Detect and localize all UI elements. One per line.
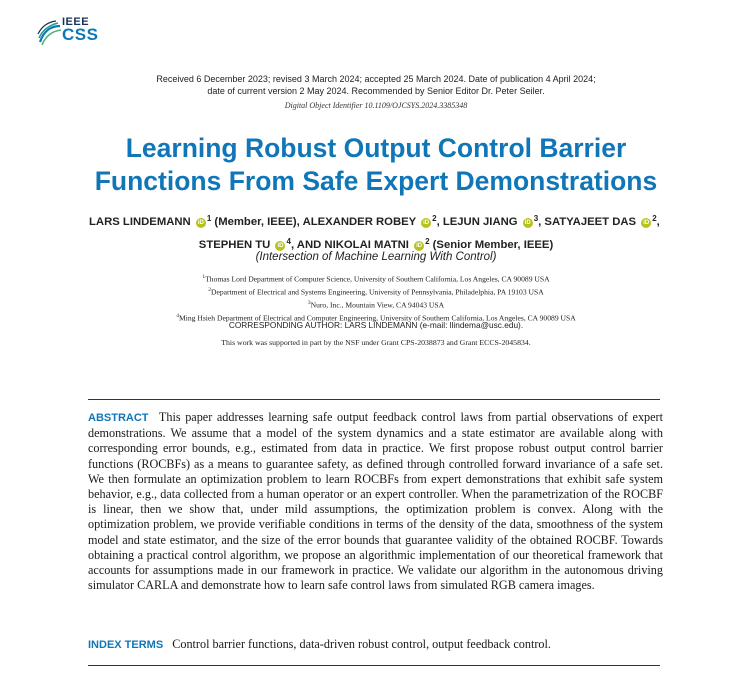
author-note: , <box>290 239 295 251</box>
author-name: SATYAJEET DAS <box>544 216 637 228</box>
author-separator: AND <box>294 239 325 251</box>
author-note: , <box>538 216 542 228</box>
paper-title <box>40 132 712 198</box>
author-affiliation-sup: 2 <box>432 214 437 223</box>
dates-line-2: date of current version 2 May 2024. Recommended by Senior Editor Dr. Peter Seiler. <box>207 86 545 96</box>
author <box>303 216 440 228</box>
orcid-icon[interactable]: iD <box>416 243 423 249</box>
affiliation <box>40 285 712 298</box>
section-tag: (Intersection of Machine Learning With Control) <box>255 251 497 263</box>
index-terms <box>88 637 663 653</box>
orcid-icon[interactable]: iD <box>423 220 430 226</box>
orcid-icon[interactable]: iD <box>643 220 650 226</box>
author-name: LEJUN JIANG <box>442 216 518 228</box>
author <box>89 216 300 228</box>
ieee-css-logo <box>36 16 116 56</box>
divider-top <box>88 399 660 400</box>
publication-dates <box>40 73 712 97</box>
author-note: , <box>656 216 660 228</box>
author-list <box>60 209 692 255</box>
author <box>544 216 659 228</box>
author-note: (Senior Member, IEEE) <box>429 239 554 251</box>
affiliation <box>40 298 712 311</box>
affiliation-text: Department of Electrical and Systems Engineering, University of Pennsylvania, Philadelphia, PA 19103 USA <box>211 287 544 297</box>
orcid-icon[interactable]: iD <box>197 220 204 226</box>
orcid-icon[interactable]: iD <box>277 243 284 249</box>
author <box>324 239 553 251</box>
index-terms-text: Control barrier functions, data-driven robust control, output feedback control. <box>172 637 551 651</box>
title-line-2: Functions From Safe Expert Demonstrations <box>94 166 658 196</box>
abstract <box>88 410 663 593</box>
logo-wave-icon <box>36 20 62 48</box>
author-name: LARS LINDEMANN <box>89 216 191 228</box>
affiliation <box>40 272 712 285</box>
affiliation-number: 4 <box>176 313 180 320</box>
author-name: NIKOLAI MATNI <box>324 239 409 251</box>
logo-ieee-text: IEEE <box>62 16 90 28</box>
funding-note: This work was supported in part by the NSF under Grant CPS-2038873 and Grant ECCS-2045834. <box>221 338 531 347</box>
abstract-label: ABSTRACT <box>88 412 149 424</box>
author-affiliation-sup: 1 <box>206 214 212 223</box>
affiliation-number: 1 <box>202 274 206 280</box>
affiliation-number: 2 <box>208 287 211 294</box>
author <box>199 239 294 251</box>
affiliation-number: 3 <box>307 300 311 307</box>
affiliations <box>40 272 712 324</box>
author-affiliation-sup: 2 <box>652 214 657 223</box>
title-line-1: Learning Robust Output Control Barrier <box>125 133 627 163</box>
corresponding-author: CORRESPONDING AUTHOR: LARS LINDEMANN (e-mail: llindema@usc.edu). <box>228 320 524 330</box>
author-name: ALEXANDER ROBEY <box>302 216 416 228</box>
author <box>443 216 541 228</box>
author-name: STEPHEN TU <box>198 239 271 251</box>
author-separator <box>660 216 663 228</box>
author-note: , <box>436 216 440 228</box>
author-affiliation-sup: 4 <box>286 237 291 246</box>
orcid-icon[interactable]: iD <box>524 220 531 226</box>
doi: Digital Object Identifier 10.1109/OJCSYS.2024.3385348 <box>284 101 468 110</box>
author-note: (Member, IEEE), <box>211 216 300 228</box>
affiliation-text: Thomas Lord Department of Computer Science, University of Southern California, Los Angeles, CA 90089 USA <box>205 274 550 284</box>
divider-bottom <box>88 665 660 666</box>
dates-line-1: Received 6 December 2023; revised 3 March 2024; accepted 25 March 2024. Date of publication 4 April 2024; <box>156 74 596 84</box>
logo-css-text: CSS <box>62 25 99 44</box>
affiliation-text: Ming Hsieh Department of Electrical and Computer Engineering, University of Southern California, Los Angeles, CA 90089 USA <box>179 313 576 323</box>
index-terms-label: INDEX TERMS <box>88 639 164 651</box>
author-affiliation-sup: 3 <box>533 214 539 223</box>
abstract-text: This paper addresses learning safe output feedback control laws from partial observations of expert demonstrations. We assume that a model of the system dynamics and a state estimator are available along with corresponding error bounds, e.g., estimated from data in practice. We first propose robust output control barrier functions (ROCBFs) as a means to guarantee safety, as defined through controlled forward invariance of a safe set. We then formulate an optimization problem to learn ROCBFs from expert demonstrations that exhibit safe system behavior, e.g., data collected from a human operator or an expert controller. When the parametrization of the ROCBF is linear, then we show that, under mild assumptions, the optimization problem is convex. Along with the optimization problem, we provide verifiable conditions in terms of the density of the data, smoothness of the system model and state estimator, and the size of the error bounds that guarantee validity of the obtained ROCBF. Towards obtaining a practical control algorithm, we propose an algorithmic implementation of our theoretical framework that accounts for assumptions made in our framework in practice. We validate our algorithm in the autonomous driving simulator CARLA and demonstrate how to learn safe control laws from simulated RGB camera images. <box>88 410 664 593</box>
author-affiliation-sup: 2 <box>425 237 430 246</box>
affiliation-text: Nuro, Inc., Mountain View, CA 94043 USA <box>310 300 445 310</box>
